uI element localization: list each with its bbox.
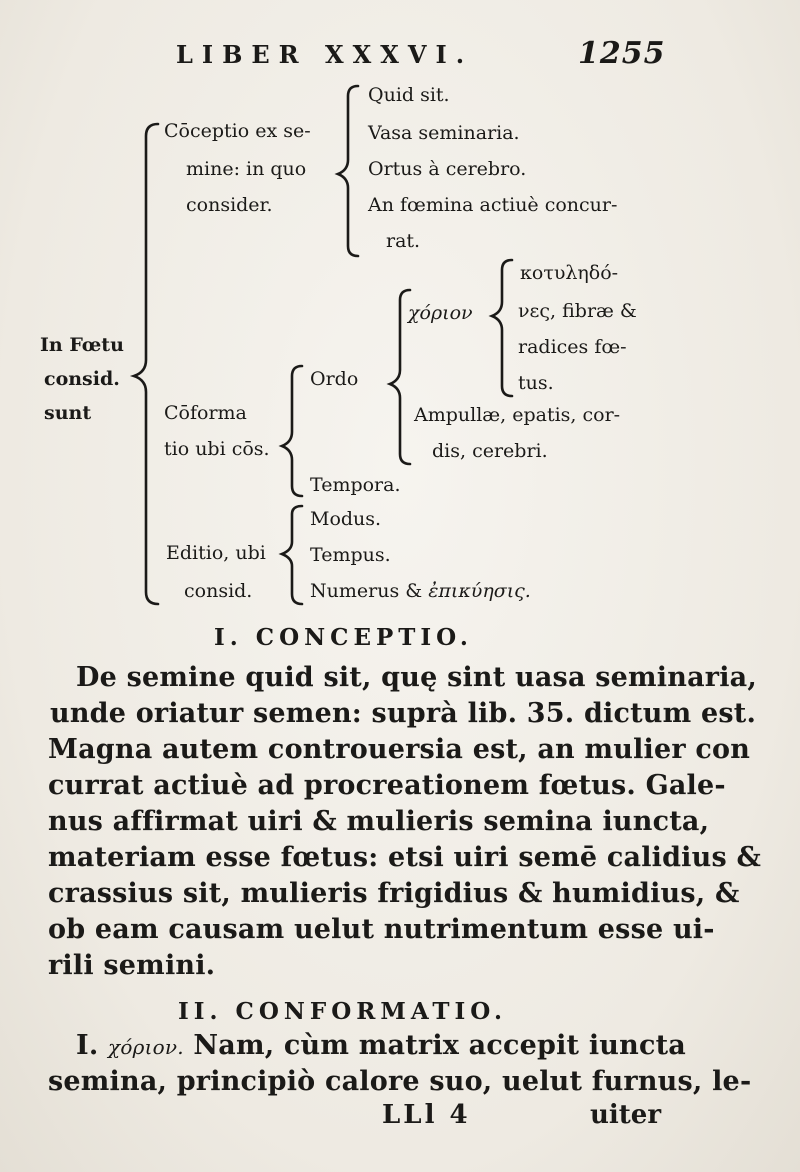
conformatio-brace: [282, 366, 302, 496]
editio-brace: [282, 506, 302, 604]
running-title: LIBER XXXVI.: [176, 40, 474, 69]
root-label-line-2: consid.: [44, 368, 120, 390]
section-1-line-9: rili semini.: [48, 950, 216, 981]
conceptio-item-5: rat.: [386, 230, 421, 252]
section-2-line-2: semina, principiò calore suo, uelut furnus, le-: [48, 1066, 752, 1097]
catchword: uiter: [590, 1100, 662, 1130]
chorion-brace: [492, 260, 512, 396]
section-2-line-1: [76, 1030, 686, 1061]
tempora-item: Tempora.: [310, 474, 401, 496]
editio-label-line-1: Editio, ubi: [166, 542, 266, 564]
conformatio-label-line-2: tio ubi cōs.: [164, 438, 270, 460]
conceptio-label-line-1: Cōceptio ex se-: [164, 120, 311, 142]
section-2-greek-term: χόριον.: [108, 1035, 184, 1059]
section-1-line-7: crassius sit, mulieris frigidius & humidius, &: [48, 878, 740, 909]
ordo-other-line-2: dis, cerebri.: [432, 440, 548, 462]
ordo-brace: [390, 290, 410, 464]
conceptio-label-line-2: mine: in quo: [186, 158, 307, 180]
conformatio-label-line-1: Cōforma: [164, 402, 247, 424]
editio-item-3: [310, 582, 531, 601]
conceptio-item-1: Quid sit.: [368, 84, 450, 106]
section-2-line-1-text: Nam, cùm matrix accepit iuncta: [193, 1030, 686, 1061]
conceptio-item-2: Vasa seminaria.: [368, 122, 520, 144]
page-number: 1255: [578, 36, 666, 71]
section-1-line-2: unde oriatur semen: suprà lib. 35. dictum est.: [50, 698, 757, 729]
root-brace: [134, 124, 158, 604]
section-1-line-1: De semine quid sit, quę sint uasa seminaria,: [76, 662, 757, 693]
section-1-line-4: currat actiuè ad procreationem fœtus. Gale-: [48, 770, 726, 801]
editio-label-line-2: consid.: [184, 580, 253, 602]
numerus-greek: ἐπικύησις.: [428, 580, 531, 602]
chorion-item-3: radices fœ-: [518, 336, 627, 358]
section-1-line-3: Magna autem controuersia est, an mulier con: [48, 734, 751, 765]
editio-item-2: Tempus.: [310, 544, 391, 566]
root-label-line-3: sunt: [44, 402, 92, 424]
ordo-label: Ordo: [310, 368, 359, 390]
conceptio-brace: [338, 86, 358, 256]
section-1-line-5: nus affirmat uiri & mulieris semina iuncta,: [48, 806, 710, 837]
section-2-number: I.: [76, 1030, 99, 1061]
section-1-heading: I. CONCEPTIO.: [214, 624, 473, 651]
numerus-prefix: Numerus &: [310, 580, 423, 602]
root-label-line-1: In Fœtu: [40, 334, 124, 356]
chorion-item-1: κοτυληδό-: [520, 262, 619, 284]
conceptio-item-3: Ortus à cerebro.: [368, 158, 527, 180]
signature-mark: LLl 4: [382, 1100, 471, 1130]
conceptio-label-line-3: consider.: [186, 194, 273, 216]
section-1-line-6: materiam esse fœtus: etsi uiri semē calidius &: [48, 842, 762, 873]
chorion-item-4: tus.: [518, 372, 554, 394]
section-2-heading: II. CONFORMATIO.: [178, 998, 507, 1025]
chorion-label: χόριον: [408, 302, 473, 324]
conceptio-item-4: An fœmina actiuè concur-: [368, 194, 618, 216]
chorion-item-2: νες, fibræ &: [518, 300, 637, 322]
section-1-line-8: ob eam causam uelut nutrimentum esse ui-: [48, 914, 715, 945]
editio-item-1: Modus.: [310, 508, 382, 530]
ordo-other-line-1: Ampullæ, epatis, cor-: [414, 404, 621, 426]
